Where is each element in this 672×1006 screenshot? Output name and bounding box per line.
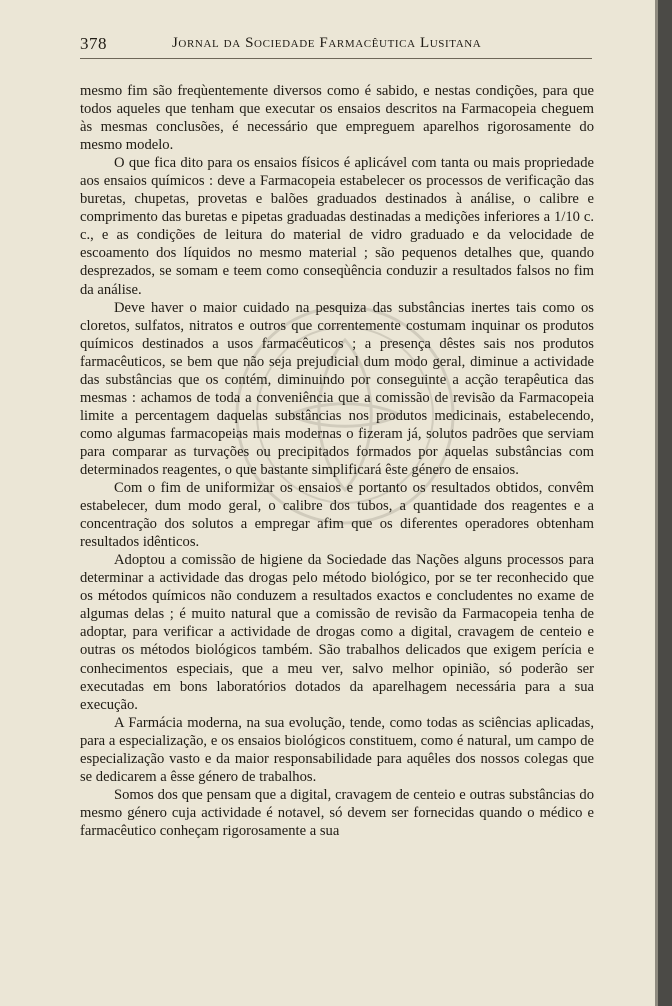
body-text <box>80 82 594 840</box>
page-number: 378 <box>80 34 107 53</box>
paragraph: A Farmácia moderna, na sua evolução, tende, como todas as sciências aplicadas, para a especialização, e os ensaios biológicos constituem, como é natural, um campo de especialização vasto e da maior responsabilidade para aquêles dos nossos colegas que se dedicarem a êsse género de trabalhos. <box>80 714 594 785</box>
paragraph: mesmo fim são freqùentemente diversos como é sabido, e nestas condições, para que todos aqueles que tenham que executar os ensaios descritos na Farmacopeia cheguem às mesmas conclusões, é necessário que empreguem aparelhos rigorosamente do mesmo modelo. <box>80 83 594 154</box>
paragraph: Com o fim de uniformizar os ensaios e portanto os resultados obtidos, convêm estabelecer, dum modo geral, o calibre dos tubos, a quantidade dos reagentes e a concentração dos solutos a empregar afim que os diferentes operadores obtenham resultados idênticos. <box>80 480 594 551</box>
next-page-edge <box>655 0 672 1006</box>
journal-title: Jornal da Sociedade Farmacêutica Lusitana <box>172 35 482 51</box>
paragraph: O que fica dito para os ensaios físicos é aplicável com tanta ou mais propriedade aos ensaios químicos : deve a Farmacopeia estabelecer os processos de verificação das buretas, chupetas, provetas e balões graduados destinados à análise, o calibre e comprimento das buretas e pipetas graduadas destinadas a medições inferiores a 1/10 c. c., e as condições de leitura do material de vidro graduado e da velocidade de escoamento dos líquidos no mesmo material ; são pequenos detalhes que, quando desprezados, se somam e teem como conseqùência conduzir a resultados falsos no fim da análise. <box>80 155 594 298</box>
running-header <box>80 32 592 59</box>
paragraph: Deve haver o maior cuidado na pesquiza das substâncias inertes tais como os cloretos, sulfatos, nitratos e outros que correntemente costumam inquinar os produtos químicos destinados a usos farmacêuticos ; a presença dêstes sais nos produtos farmacêuticos, se bem que não seja prejudicial dum modo geral, diminue a actividade das substâncias que os contém, diminuindo por conseguinte a acção terapêutica das mesmas : achamos de toda a conveniência que a comissão de revisão da Farmacopeia limite a percentagem daquelas substâncias nos produtos medicinais, estabelecendo, como algumas farmacopeias mais modernas o fizeram já, solutos padrões que serviam para comparar as turvações ou precipitados formados por aquelas substâncias com determinados reagentes, o que bastante simplificará êste género de ensaios. <box>80 299 594 478</box>
paragraph: Somos dos que pensam que a digital, cravagem de centeio e outras substâncias do mesmo género cuja actividade é notavel, só devem ser fornecidas quando o médico e farmacêutico conheçam rigorosamente a sua <box>80 786 594 839</box>
paragraph: Adoptou a comissão de higiene da Sociedade das Nações alguns processos para determinar a actividade das drogas pelo método biológico, por se ter reconhecido que os métodos químicos não conduzem a resultados exactos e concludentes no exame de algumas delas ; é muito natural que a comissão de revisão da Farmacopeia tenha de adoptar, para verificar a actividade de drogas como a digital, cravagem de centeio e outras os métodos biológicos também. São trabalhos delicados que exigem perícia e conhecimentos especiais, que a meu ver, salvo melhor opinião, só poderão ser executadas em bons laboratórios dotados da aparelhagem necessária para a sua execução. <box>80 552 594 713</box>
